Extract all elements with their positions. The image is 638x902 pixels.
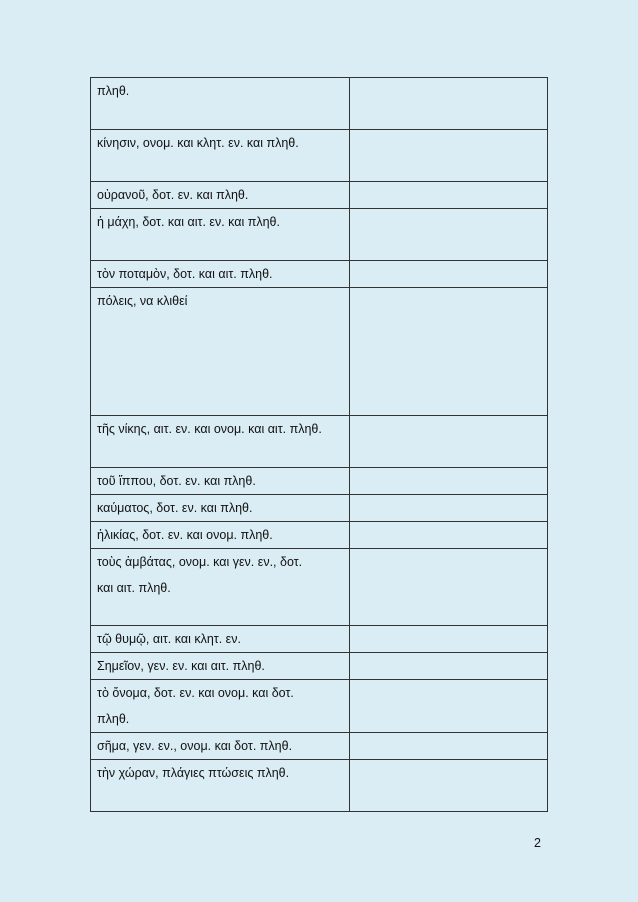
prompt-text: τοὺς ἁμβάτας, ονομ. και γεν. εν., δοτ. (97, 555, 303, 569)
table-row (91, 182, 548, 209)
prompt-text: τὴν χώραν, πλάγιες πτώσεις πληθ. (97, 766, 290, 780)
prompt-cell (91, 760, 350, 812)
table-row (91, 130, 548, 182)
table-row (91, 549, 548, 626)
table-row (91, 653, 548, 680)
prompt-text: οὐρανοῦ, δοτ. εν. και πληθ. (97, 188, 249, 202)
table-row (91, 733, 548, 760)
prompt-cell (91, 182, 350, 209)
table-row (91, 209, 548, 261)
answer-cell[interactable] (350, 680, 548, 733)
answer-cell[interactable] (350, 495, 548, 522)
prompt-cell (91, 495, 350, 522)
prompt-text-continued: και αιτ. πληθ. (97, 581, 171, 595)
prompt-text: τοῦ ἵππου, δοτ. εν. και πληθ. (97, 474, 256, 488)
table-row (91, 78, 548, 130)
prompt-text: πόλεις, να κλιθεί (97, 294, 188, 308)
prompt-text: καύματος, δοτ. εν. και πληθ. (97, 501, 253, 515)
answer-cell[interactable] (350, 468, 548, 495)
table-row (91, 680, 548, 733)
answer-cell[interactable] (350, 653, 548, 680)
answer-cell[interactable] (350, 130, 548, 182)
answer-cell[interactable] (350, 522, 548, 549)
answer-cell[interactable] (350, 760, 548, 812)
prompt-cell (91, 680, 350, 733)
prompt-text: τῷ θυμῷ, αιτ. και κλητ. εν. (97, 632, 241, 646)
prompt-text: πληθ. (97, 84, 130, 98)
prompt-text-continued: πληθ. (97, 712, 130, 726)
prompt-cell (91, 468, 350, 495)
table-row (91, 416, 548, 468)
table-row (91, 261, 548, 288)
answer-cell[interactable] (350, 288, 548, 416)
prompt-cell (91, 733, 350, 760)
prompt-text: κίνησιν, ονομ. και κλητ. εν. και πληθ. (97, 136, 299, 150)
prompt-cell (91, 261, 350, 288)
answer-cell[interactable] (350, 733, 548, 760)
table-row (91, 760, 548, 812)
prompt-text: τὸν ποταμὸν, δοτ. και αιτ. πληθ. (97, 267, 273, 281)
table-row (91, 468, 548, 495)
prompt-text: τὸ ὄνομα, δοτ. εν. και ονομ. και δοτ. (97, 686, 294, 700)
prompt-cell (91, 522, 350, 549)
prompt-text: Σημεῖον, γεν. εν. και αιτ. πληθ. (97, 659, 265, 673)
prompt-text: ἡ μάχη, δοτ. και αιτ. εν. και πληθ. (97, 215, 280, 229)
answer-cell[interactable] (350, 261, 548, 288)
answer-cell[interactable] (350, 209, 548, 261)
prompt-cell (91, 626, 350, 653)
answer-cell[interactable] (350, 416, 548, 468)
prompt-text: ἡλικίας, δοτ. εν. και ονομ. πληθ. (97, 528, 273, 542)
answer-cell[interactable] (350, 78, 548, 130)
prompt-text: σῆμα, γεν. εν., ονομ. και δοτ. πληθ. (97, 739, 293, 753)
prompt-cell (91, 78, 350, 130)
answer-cell[interactable] (350, 549, 548, 626)
prompt-cell (91, 130, 350, 182)
answer-cell[interactable] (350, 182, 548, 209)
answer-cell[interactable] (350, 626, 548, 653)
table-row (91, 626, 548, 653)
prompt-cell (91, 653, 350, 680)
prompt-cell (91, 209, 350, 261)
prompt-cell (91, 416, 350, 468)
prompt-text: τῆς νίκης, αιτ. εν. και ονομ. και αιτ. πληθ. (97, 422, 322, 436)
page-number: 2 (534, 836, 541, 850)
prompt-cell (91, 549, 350, 626)
table-row (91, 288, 548, 416)
table-row (91, 495, 548, 522)
exercise-table (90, 77, 548, 812)
prompt-cell (91, 288, 350, 416)
table-row (91, 522, 548, 549)
